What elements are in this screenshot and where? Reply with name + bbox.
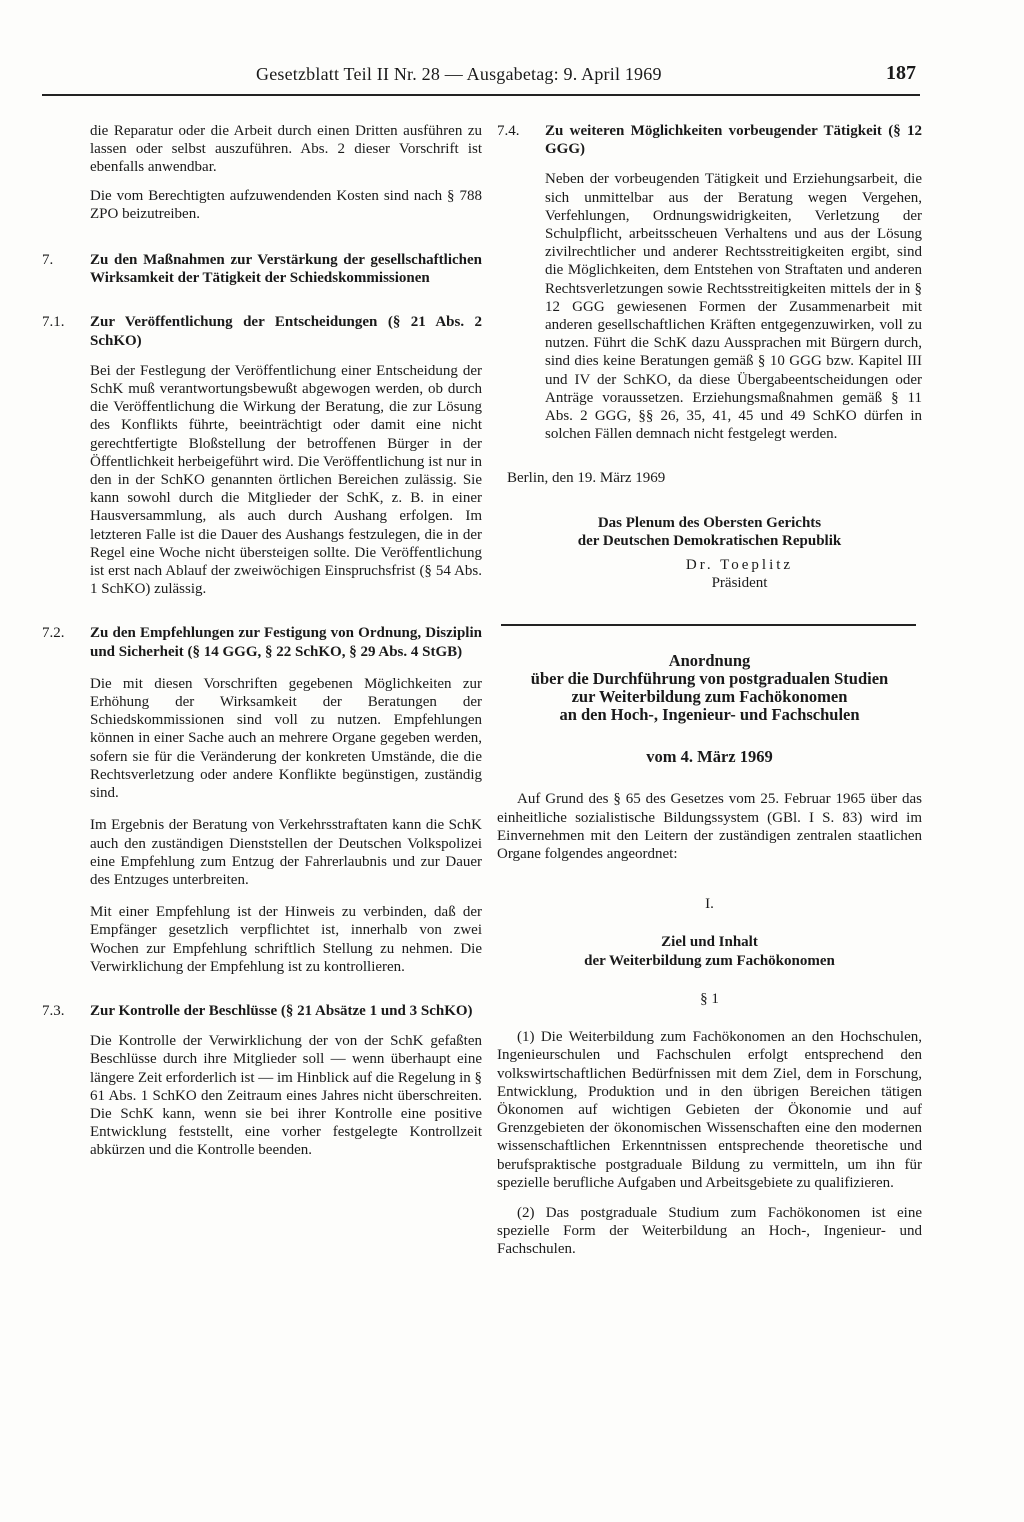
right-column [497,122,922,1259]
section-7-2-paragraph-3: Mit einer Empfehlung ist der Hinweis zu verbinden, daß der Empfänger gesetzlich verpflichtet ist, innerhalb von zwei Wochen zur Empfehlung schriftlich Stellung zu nehmen. Die Verwirklichung der Empfehlung ist zu kontrollieren. [90,904,482,975]
left-column [42,122,482,1160]
signatory [557,556,922,592]
section-7-2-paragraph-1: Die mit diesen Vorschriften gegebenen Möglichkeiten zur Erhöhung der Wirksamkeit der Beratungen der Schiedskommissionen sind voll zu nutzen. Empfehlungen können in einer Sache auch an mehrere Organe gegeben werden, sofern sie für die Veränderung der konkreten Umstände, die die Rechtsverletzung oder andere Konflikte begünstigen, zuständig sind. [90,675,482,802]
section-number: 7.1. [42,314,65,331]
part-number: I. [705,896,714,913]
paragraph-1-clause-1: (1) Die Weiterbildung zum Fachökonomen an den Hochschulen, Ingenieurschulen und Fachschulen erfolgt entsprechend den volkswirtschaftlichen Bedürfnissen mit dem Ziel, dem in Forschung, Entwicklung, Produktion und in den übrigen Bereichen tätigen Ökonomen auf wichtigen Gebieten der Ökonomie und auf Grenzgebieten der ökonomischen Wissenschaften eine den modernen wissenschaftlichen Erkenntnissen entsprechende theoretische und berufspraktische postgraduale Bildung zu vermitteln, um ihn für spezielle berufliche Aufgaben und Arbeitsgebiete zu qualifizieren. [497,1029,922,1191]
section-7-heading [42,251,482,287]
ordinance-preamble: Auf Grund des § 65 des Gesetzes vom 25. Februar 1965 über das einheitliche sozialistische Bildungssystem (GBl. I S. 83) wird im Einvernehmen mit den Leitern der zuständigen zentralen staatlichen Organe folgendes angeordnet: [497,791,922,863]
section-7-2-heading [42,624,482,660]
signatory-role: Präsident [711,575,768,592]
signatory-org-line-2: der Deutschen Demokratischen Republik [577,532,842,549]
section-divider [501,624,916,626]
ordinance-title: Anordnung [668,651,751,671]
section-7-3-heading [42,1002,482,1020]
ordinance-date: vom 4. März 1969 [646,747,773,767]
part-title [497,933,922,969]
ordinance-title-line-1: über die Durchführung von postgradualen Studien [530,669,889,689]
section-7-4-paragraph: Neben der vorbeugenden Tätigkeit und Erziehungsarbeit, die sich unmittelbar aus der Beratung wegen Vergehen, Verfehlungen, Ordnungswidrigkeiten, Verletzung der Schulpflicht, arbeitsscheuen Verhaltens und aus der Lösung zivilrechtlicher und anderer Rechtsstreitigkeiten ergibt, sind die Möglichkeiten, dem Entstehen von Straftaten und anderen Rechtsverletzungen sowie Rechtsstreitigkeiten mittels der in § 12 GGG gewiesenen Formen der Zusammenarbeit mit anderen gesellschaftlichen Kräften entgegenzuwirken, voll zu nutzen. Führt die SchK dazu Aussprachen mit Bürgern durch, sind dies keine Beratungen gemäß § 10 GGG bzw. Kapitel III und IV der SchKO, da diese Übergabeentscheidungen oder Anträge voraussetzen. Erziehungsmaßnahmen gemäß § 11 Abs. 2 GGG, §§ 26, 35, 41, 45 und 49 SchKO dürfen in solchen Fällen demnach nicht festgelegt werden. [545,171,922,443]
ordinance-title-line-3: an den Hoch-, Ingenieur- und Fachschulen [559,705,860,725]
section-number: 7.3. [42,1002,65,1019]
section-title: Zu den Empfehlungen zur Festigung von Ordnung, Disziplin und Sicherheit (§ 14 GGG, § 22 SchKO, § 29 Abs. 4 StGB) [90,625,482,660]
section-title: Zur Kontrolle der Beschlüsse (§ 21 Absätze 1 und 3 SchKO) [90,1002,473,1019]
part-title-line-2: der Weiterbildung zum Fachökonomen [584,952,835,969]
section-7-4-heading [497,122,922,158]
section-7-1-heading [42,313,482,349]
signatory-name: Dr. Toeplitz [685,557,794,574]
part-title-line-1: Ziel und Inhalt [661,934,758,951]
section-number: 7.4. [497,123,520,139]
page-header [42,58,920,96]
ordinance-title-block [497,652,922,724]
page-number: 187 [886,62,916,84]
section-title: Zu weiteren Möglichkeiten vorbeugender Tätigkeit (§ 12 GGG) [545,123,922,158]
paragraph-1-clause-2: (2) Das postgraduale Studium zum Fachökonomen ist eine spezielle Form der Weiterbildung an Hoch-, Ingenieur- und Fachschulen. [497,1204,922,1258]
section-7-3-paragraph: Die Kontrolle der Verwirklichung der von der SchK gefaßten Beschlüsse durch ihre Mitglieder soll — wenn überhaupt eine längere Zeit erforderlich ist — im Hinblick auf die Regelung in § 61 Abs. 1 SchKO den Zeitraum eines Jahres nicht überschreiten. Die SchK kann, wenn sie bei ihrer Kontrolle eine positive Entwicklung feststellt, eine vorher festgelegte Kontrollzeit abkürzen und die Kontrolle beenden. [90,1033,482,1159]
section-title: Zu den Maßnahmen zur Verstärkung der gesellschaftlichen Wirksamkeit der Tätigkeit der Schiedskommissionen [90,252,482,287]
date-line: Berlin, den 19. März 1969 [507,470,666,487]
section-7-1-paragraph: Bei der Festlegung der Veröffentlichung einer Entscheidung der SchK muß verantwortungsbewußt abgewogen werden, ob durch die Veröffentlichung die Wirkung der Beratung, die zur Lösung des Konflikts führte, beeinträchtigt oder damit eine nicht gerechtfertigte Bloßstellung der betroffenen Bürger in der Öffentlichkeit herbeigeführt wird. Die Veröffentlichung ist nur in den in der SchKO genannten örtlichen Bereichen zulässig. Sie kann sowohl durch die Mitglieder der SchK, z. B. in einer Hausversammlung, als auch durch Aushang erfolgen. Im letzteren Falle ist die Dauer des Aushangs festzulegen, die in der Regel eine Woche nicht übersteigen sollte. Die Veröffentlichung ist erst nach Ablauf der zweiwöchigen Einspruchsfrist (§ 54 Abs. 1 SchKO) zulässig. [90,362,482,598]
continued-paragraph: die Reparatur oder die Arbeit durch einen Dritten ausführen zu lassen oder selbst auszuführen. Abs. 2 dieser Vorschrift ist ebenfalls anwendbar. [90,123,482,176]
costs-paragraph: Die vom Berechtigten aufzuwendenden Kosten sind nach § 788 ZPO beizutreiben. [90,187,482,222]
section-number: 7.2. [42,625,65,642]
section-7-2-paragraph-2: Im Ergebnis der Beratung von Verkehrsstraftaten kann die SchK auch den zuständigen Dienststellen der Deutschen Volkspolizei eine Empfehlung zum Entzug der Fahrerlaubnis und zur Dauer des Entzuges unterbreiten. [90,817,482,888]
ordinance-title-line-2: zur Weiterbildung zum Fachökonomen [571,687,848,707]
running-title: Gesetzblatt Teil II Nr. 28 — Ausgabetag: 9. April 1969 [256,64,662,84]
section-number: 7. [42,252,54,269]
signatory-organization [497,514,922,550]
signatory-org-line-1: Das Plenum des Obersten Gerichts [597,514,822,531]
section-title: Zur Veröffentlichung der Entscheidungen (§ 21 Abs. 2 SchKO) [90,314,482,349]
paragraph-symbol: § 1 [700,990,719,1007]
